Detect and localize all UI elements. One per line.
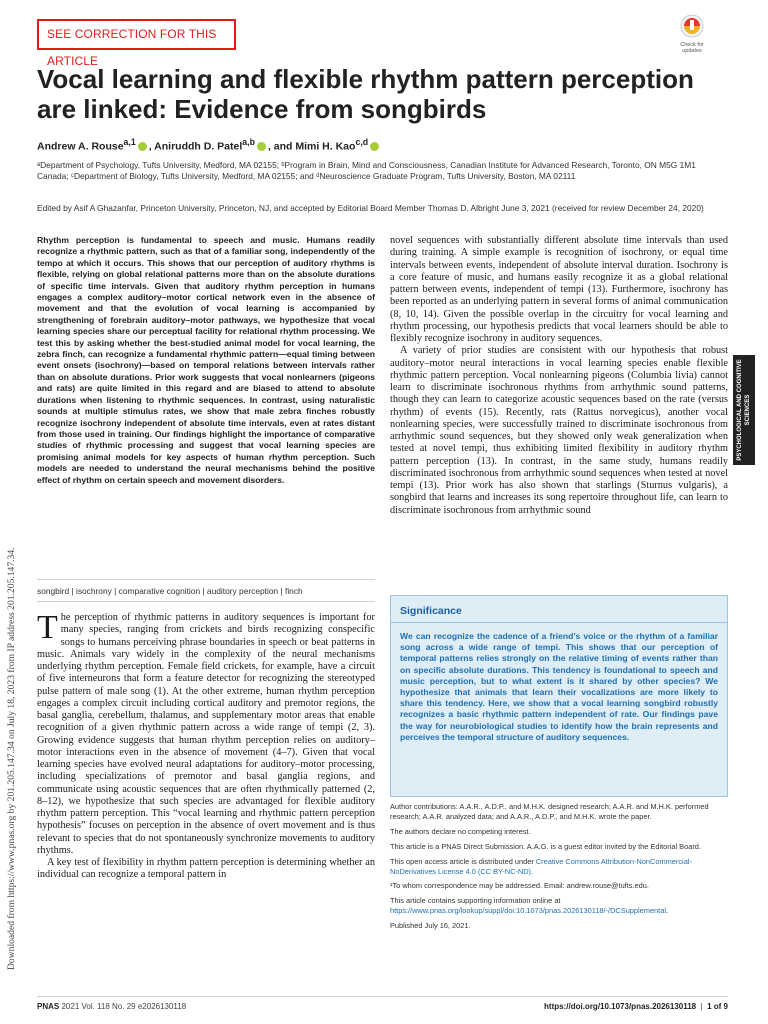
keywords: songbird | isochrony | comparative cognition | auditory perception | finch bbox=[37, 586, 303, 596]
orcid-icon[interactable] bbox=[257, 142, 266, 151]
check-for-updates-badge[interactable] bbox=[672, 13, 712, 53]
introduction bbox=[37, 609, 375, 882]
author-affiliation-marker: a,b bbox=[242, 137, 255, 147]
citation-text: 2021 Vol. 118 No. 29 e2026130118 bbox=[61, 1002, 187, 1011]
author-affiliation-marker: a,1 bbox=[123, 137, 136, 147]
section-tab-label: PSYCHOLOGICAL AND COGNITIVE SCIENCES bbox=[737, 359, 751, 461]
check-updates-label: Check for updates bbox=[680, 42, 704, 54]
doi-link[interactable]: https://doi.org/10.1073/pnas.2026130118 bbox=[544, 1002, 697, 1011]
intro-paragraph bbox=[37, 609, 375, 857]
submission-note: This article is a PNAS Direct Submission. A.A.G. is a guest editor invited by the Editorial Board. bbox=[390, 841, 701, 851]
journal-name: PNAS bbox=[37, 1002, 60, 1011]
competing-interest: The authors declare no competing interest. bbox=[390, 826, 531, 836]
author-list: Andrew A. Rouse$^{a,1}$ , Aniruddh D. Patel$^{a,b}$ , and Mimi H. Kao$^{c,d}$ bbox=[37, 137, 737, 153]
open-access-note bbox=[390, 857, 728, 877]
section-tab bbox=[733, 355, 755, 465]
open-access-text-end: . bbox=[531, 866, 534, 876]
supporting-info-link[interactable]: https://www.pnas.org/lookup/suppl/doi:10.1073/pnas.2026130118/-/DCSupplemental bbox=[390, 906, 666, 916]
abstract: Rhythm perception is fundamental to speech and music. Humans readily recognize a rhythmic pattern, such as that of a familiar song, independently of the tempo at which it occurs. This shows that our perception of auditory rhythms is flexible, relying on global relational patterns more than on the absolute durations of specific time intervals. Given that auditory rhythm perception in humans engages a complex auditory–motor cortical network even in the absence of movement and that the evolution of vocal learning is accompanied by strengthening of forebrain auditory–motor pathways, we hypothesize that vocal learning species share our perceptual facility for relational rhythm processing. We test this by asking whether the best-studied animal model for vocal learning, the zebra finch, can recognize a fundamental rhythmic pattern—equal timing between event onsets (isochrony)—based on temporal relations between intervals rather than on absolute durations. Prior work suggests that vocal nonlearners (pigeons and rats) are quite limited in this regard and are biased to attend to absolute durations when listening to rhythmic sequences. In contrast, using naturalistic sounds at multiple stimulus rates, we show that male zebra finches robustly recognize isochrony independent of absolute time intervals, even at rates distant from those used in training. Our findings highlight the importance of comparative studies of rhythmic processing and suggest that vocal learning species are promising animal models for key aspects of human rhythm perception. Such models are needed to understand the neural mechanisms behind the positive effect of rhythm on certain speech and movement disorders. bbox=[37, 235, 375, 485]
download-note: Downloaded from https://www.pnas.org by 201.205.147.34 on July 18, 2023 from IP address 201.205.147.34. bbox=[6, 547, 17, 970]
page-number: 1 of 9 bbox=[707, 1002, 728, 1011]
edited-by: Edited by Asif A Ghazanfar, Princeton University, Princeton, NJ, and accepted by Editorial Board Member Thomas D. Albright June 3, 2021 (received for review December 24, 2020) bbox=[37, 203, 704, 213]
body-right-column bbox=[390, 235, 728, 517]
supporting-info-note bbox=[390, 896, 728, 916]
footer-doi: https://doi.org/10.1073/pnas.2026130118 | 1 of 9 bbox=[544, 1002, 728, 1011]
article-notes bbox=[390, 802, 728, 936]
affiliations: ᵃDepartment of Psychology, Tufts University, Medford, MA 02155; ᵇProgram in Brain, Mind and Consciousness, Canadian Institute for Advanced Research, Toronto, ON M5G 1M1 Canada; ᶜDepartment of Biology, Tufts University, Medford, MA 02155; and ᵈNeuroscience Graduate Program, Tufts University, Boston, MA 02111 bbox=[37, 160, 696, 181]
supporting-info-text: This article contains supporting information online at bbox=[390, 896, 561, 906]
drop-cap: T bbox=[37, 609, 58, 646]
body-paragraph: novel sequences with substantially different absolute time intervals than used during training. A simple example is recognition of isochrony, or equal time intervals between events, independent of absolute interval duration. Isochrony is a core feature of music, and humans easily recognize it as a global relational pattern between events, independent of tempi (13). Furthermore, isochrony has been reported as an underlying pattern in several forms of animal communication (8, 10, 14). Given the possible overlap in the circuitry for vocal learning and rhythm processing, our hypothesis predicts that vocal learners should be able to flexibly recognize isochrony in auditory sequences. bbox=[390, 235, 728, 344]
footer-divider bbox=[37, 996, 728, 997]
see-correction-link[interactable]: SEE CORRECTION FOR THIS ARTICLE bbox=[37, 19, 236, 50]
download-watermark bbox=[5, 500, 25, 970]
significance-title: Significance bbox=[400, 605, 462, 617]
author-name[interactable]: and Mimi H. Kao bbox=[273, 140, 356, 153]
license-link[interactable]: Creative Commons Attribution-NonCommercial-NoDerivatives License 4.0 (CC BY-NC-ND) bbox=[390, 856, 692, 876]
orcid-icon[interactable] bbox=[370, 142, 379, 151]
divider bbox=[37, 601, 375, 602]
intro-paragraph-text: he perception of rhythmic patterns in auditory sequences is important for many species, ranging from crickets and birds recognizing conspecific songs to humans perceiving phrase boundaries in speech or beat patterns in music. Animals vary widely in the complexity of the neural mechanisms underlying rhythm perception. Female field crickets, for example, have a circuit of five interneurons that form a feature detector for recognizing the stereotyped pulse pattern of male song (1). At the other extreme, human rhythm perception engages a complex circuit including cortical auditory and premotor regions, the basal ganglia, cerebellum, thalamus, and supplementary motor areas that enable recognition of a given rhythmic pattern across a wide range of tempi (2, 3). Growing evidence suggests that human rhythm perception relies on auditory–motor interactions even in the absence of movement (4–7). Given that vocal learning species have evolved neural adaptations for auditory–motor processing, including specializations of premotor and basal ganglia regions, and communicate using acoustic sequences that are often rhythmically patterned (2, 8–12), we hypothesize that such species are advantaged for flexible auditory rhythm pattern perception. This “vocal learning and rhythmic pattern perception hypothesis” focuses on perception in the absence of overt movement and is thus relevant to species that do not spontaneously synchronize movements to auditory rhythms. bbox=[37, 612, 375, 856]
intro-paragraph: A key test of flexibility in rhythm pattern perception is determining whether an individual can recognize a temporal pattern in bbox=[37, 857, 375, 881]
author-contributions: Author contributions: A.A.R., A.D.P., and M.H.K. designed research; A.A.R. and M.H.K. performed research; A.A.R. analyzed data; and A.A.R., A.D.P., and M.H.K. wrote the paper. bbox=[390, 802, 709, 821]
open-access-text: This open access article is distributed under bbox=[390, 856, 536, 866]
footer-citation bbox=[37, 1002, 186, 1011]
divider bbox=[391, 622, 727, 623]
supporting-info-text-end: . bbox=[665, 906, 669, 916]
check-updates-icon bbox=[672, 13, 712, 43]
significance-box bbox=[390, 595, 728, 797]
significance-text: We can recognize the cadence of a friend’s voice or the rhythm of a familiar song across a wide range of tempi. This shows that our perception of temporal patterns relies strongly on the relative timing of events rather than on specific absolute durations. This tendency is foundational to speech and music perception, but to what extent is it shared by other species? We hypothesize that animals that learn their vocalizations are more likely to share this tendency. Here, we show that a vocal learning songbird robustly recognizes a basic rhythmic pattern independent of rate. Our findings pave the way for neurobiological studies to identify how the brain represents and perceives the temporal structure of auditory sequences. bbox=[400, 631, 718, 742]
published-date: Published July 16, 2021. bbox=[390, 921, 471, 931]
orcid-icon[interactable] bbox=[138, 142, 147, 151]
correspondence-note: ¹To whom correspondence may be addressed. Email: andrew.rouse@tufts.edu. bbox=[390, 881, 649, 891]
author-name[interactable]: Andrew A. Rouse bbox=[37, 140, 124, 153]
body-paragraph: A variety of prior studies are consistent with our hypothesis that robust auditory–motor neural interactions in vocal learning species enable flexible rhythmic pattern perception. Vocal nonlearning pigeons (Columbia livia) cannot learn to discriminate isochronous rhythms from arrhythmic sound patterns, though they can learn to categorize acoustic sequences based on the rate (versus rhythm) of events (15). Recently, rats (Rattus norvegicus), another vocal nonlearning species, were successfully trained to discriminate isochronous from arrhythmic sound sequences, but they showed only weak generalization when tested at novel tempi, thus exhibiting limited flexibility in auditory rhythm pattern perception (13). In contrast, in the same study, humans readily discriminated isochronous from arrhythmic sound sequences when tested at novel tempi (13). Prior work has also shown that starlings (Sturnus vulgaris), a songbird that learns and increases its song repertoire throughout life, can learn to discriminate isochronous from arrhythmic sound bbox=[390, 345, 728, 516]
author-affiliation-marker: c,d bbox=[355, 137, 369, 147]
author-name[interactable]: Aniruddh D. Patel bbox=[154, 140, 243, 153]
article-title: Vocal learning and flexible rhythm pattern perception are linked: Evidence from songbirds bbox=[37, 64, 694, 124]
divider bbox=[37, 579, 375, 580]
